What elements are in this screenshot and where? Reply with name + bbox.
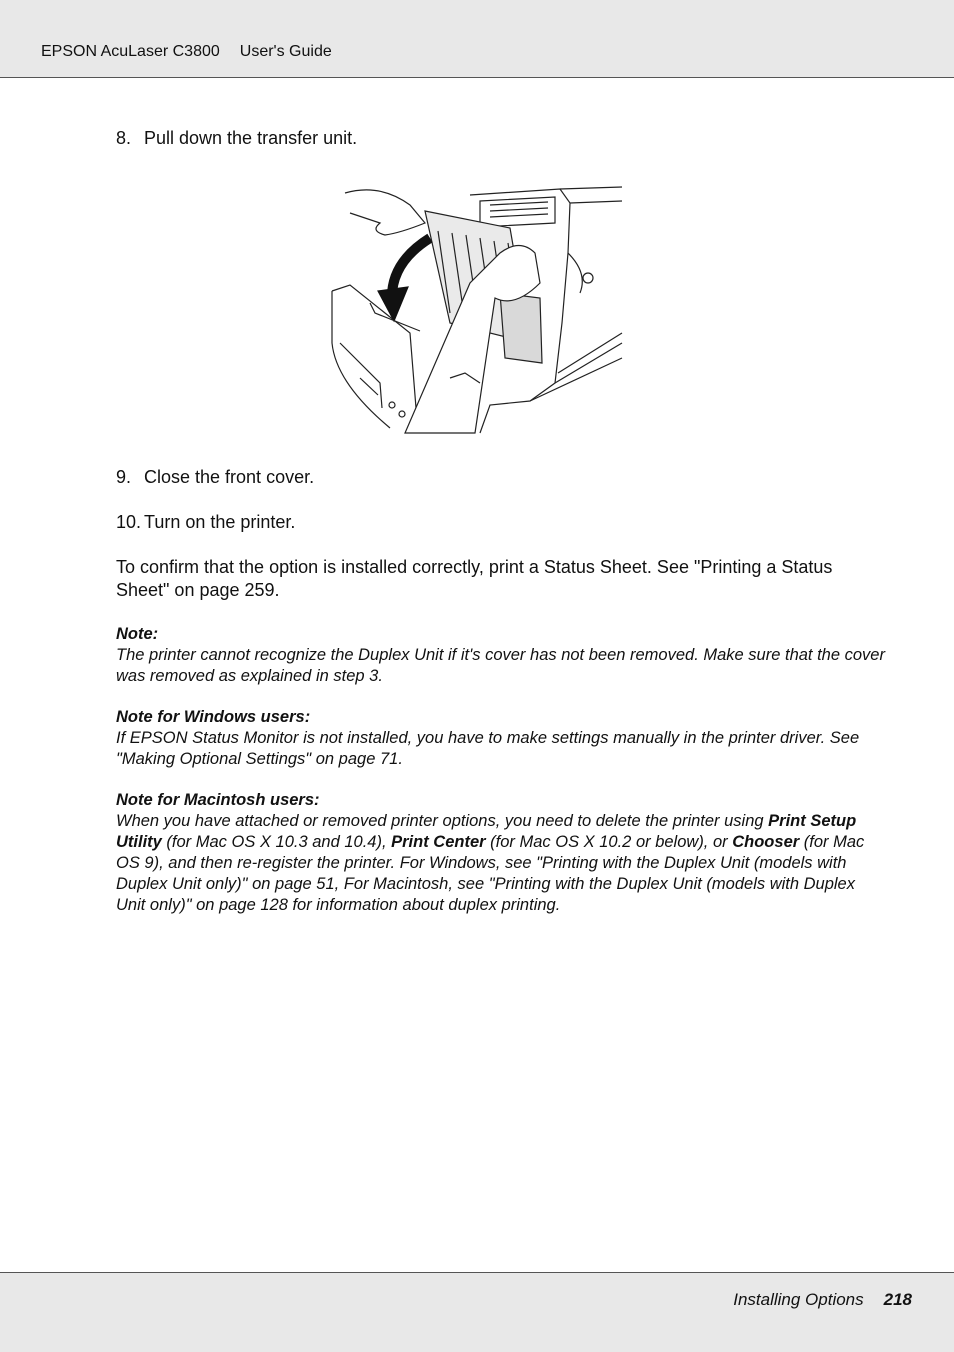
page-header	[0, 0, 954, 78]
step-number: 10.	[116, 512, 142, 532]
page-number: 218	[883, 1290, 912, 1309]
header-guide: User's Guide	[239, 43, 332, 60]
transfer-unit-illustration	[330, 183, 624, 438]
step-8	[116, 128, 357, 149]
note-windows	[116, 707, 886, 770]
step-text: Close the front cover.	[144, 467, 315, 487]
footer-text	[733, 1290, 912, 1310]
step-number: 8.	[116, 128, 132, 148]
note-title: Note:	[116, 625, 159, 643]
note-windows-title: Note for Windows users:	[116, 708, 311, 726]
page-footer	[0, 1272, 954, 1352]
step-text: Pull down the transfer unit.	[144, 128, 358, 148]
print-setup-utility-term: Print Setup Utility	[116, 812, 857, 851]
note-body: The printer cannot recognize the Duplex Unit if it's cover has not been removed. Make sure that the cover was removed as explained in step 3.	[116, 646, 885, 685]
note-macintosh-title: Note for Macintosh users:	[116, 791, 320, 809]
step-text: Turn on the printer.	[144, 512, 296, 532]
chooser-term: Chooser	[732, 833, 800, 851]
header-product: EPSON AcuLaser C3800	[41, 43, 220, 60]
header-text	[41, 43, 332, 61]
note-mac-text-3: (for Mac OS X 10.2 or below), or	[485, 833, 733, 851]
note-mac-text-4: (for Mac OS 9), and then re-register the printer. For Windows, see "Printing with the Duplex Unit (models with Duplex Unit only)" on page 51, For Macintosh, see "Printing with the Duplex Unit (models with Duplex Unit only)" on page 128 for information about duplex printing.	[116, 833, 865, 914]
note-general	[116, 624, 886, 687]
footer-section: Installing Options	[733, 1290, 864, 1309]
confirm-paragraph: To confirm that the option is installed correctly, print a Status Sheet. See "Printing a Status Sheet" on page 259.	[116, 557, 833, 600]
note-mac-text-2: (for Mac OS X 10.3 and 10.4),	[161, 833, 392, 851]
note-windows-body: If EPSON Status Monitor is not installed, you have to make settings manually in the printer driver. See "Making Optional Settings" on page 71.	[116, 729, 860, 768]
note-macintosh	[116, 790, 886, 916]
step-number: 9.	[116, 467, 132, 487]
step-9	[116, 467, 314, 488]
note-mac-text-1: When you have attached or removed printer options, you need to delete the printer using	[116, 812, 769, 830]
step-10	[116, 512, 295, 533]
print-center-term: Print Center	[391, 833, 486, 851]
